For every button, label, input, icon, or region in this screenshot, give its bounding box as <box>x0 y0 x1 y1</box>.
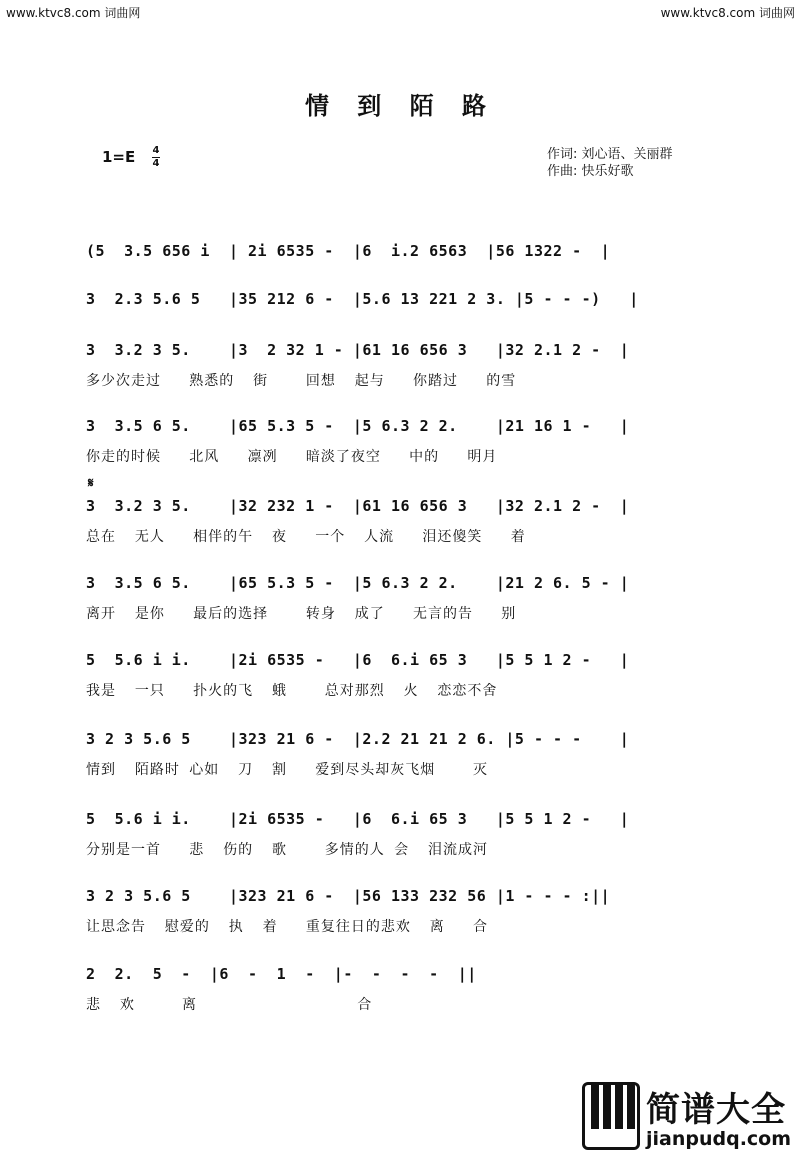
time-signature-bottom: 4 <box>152 158 160 169</box>
notation-line: 3 3.2 3 5. |32 232 1 - |61 16 656 3 |32 2.1 2 - | <box>86 497 630 515</box>
notation-line: 3 3.5 6 5. |65 5.3 5 - |5 6.3 2 2. |21 2 6. 5 - | <box>86 574 630 592</box>
notation-line: (5 3.5 656 i | 2i 6535 - |6 i.2 6563 |56 1322 - | <box>86 242 611 260</box>
lyric-line: 你走的时候 北风 凛冽 暗淡了夜空 中的 明月 <box>86 449 498 465</box>
notation-line: 3 2 3 5.6 5 |323 21 6 - |2.2 21 21 2 6. |5 - - - | <box>86 730 630 748</box>
time-signature-top: 4 <box>152 145 160 156</box>
notation-line: 3 2 3 5.6 5 |323 21 6 - |56 133 232 56 |1 - - - :|| <box>86 887 611 905</box>
piano-keys-icon <box>582 1082 640 1150</box>
notation-line: 3 3.2 3 5. |3 2 32 1 - |61 16 656 3 |32 2.1 2 - | <box>86 341 630 359</box>
credits <box>547 146 673 180</box>
notation-line: 5 5.6 i i. |2i 6535 - |6 6.i 65 3 |5 5 1 2 - | <box>86 651 630 669</box>
logo-title: 简谱大全 <box>646 1090 786 1130</box>
site-logo <box>582 1082 796 1152</box>
lyric-line: 分别是一首 悲 伤的 歌 多情的人 会 泪流成河 <box>86 842 489 858</box>
lyric-line: 多少次走过 熟悉的 街 回想 起与 你踏过 的雪 <box>86 373 517 389</box>
logo-url: jianpudq.com <box>646 1128 792 1150</box>
notation-line: 5 5.6 i i. |2i 6535 - |6 6.i 65 3 |5 5 1 2 - | <box>86 810 630 828</box>
lyric-line: 我是 一只 扑火的飞 蛾 总对那烈 火 恋恋不舍 <box>86 683 498 699</box>
song-title: 情 到 陌 路 <box>304 92 497 120</box>
notation-line: 3 3.5 6 5. |65 5.3 5 - |5 6.3 2 2. |21 16 1 - | <box>86 417 630 435</box>
time-signature <box>152 146 160 169</box>
lyric-line: 离开 是你 最后的选择 转身 成了 无言的告 别 <box>86 606 517 622</box>
lyric-line: 情到 陌路时 心如 刀 割 爱到尽头却灰飞烟 灭 <box>86 762 489 778</box>
segno-sign: 𝄋 <box>88 476 94 491</box>
key-signature: 1=E <box>102 148 136 166</box>
lyric-line: 总在 无人 相伴的午 夜 一个 人流 泪还傻笑 着 <box>86 529 526 545</box>
notation-line: 3 2.3 5.6 5 |35 212 6 - |5.6 13 221 2 3. |5 - - -) | <box>86 290 639 308</box>
lyric-line: 悲 欢 离 合 <box>86 997 373 1013</box>
notation-line: 2 2. 5 - |6 - 1 - |- - - - || <box>86 965 477 983</box>
lyricist-credit: 作词: 刘心语、关丽群 <box>547 147 673 162</box>
composer-credit: 作曲: 快乐好歌 <box>547 164 634 179</box>
watermark-right: www.ktvc8.com 词曲网 <box>660 6 795 20</box>
lyric-line: 让思念告 慰爱的 执 着 重复往日的悲欢 离 合 <box>86 919 489 935</box>
watermark-left: www.ktvc8.com 词曲网 <box>6 6 141 20</box>
